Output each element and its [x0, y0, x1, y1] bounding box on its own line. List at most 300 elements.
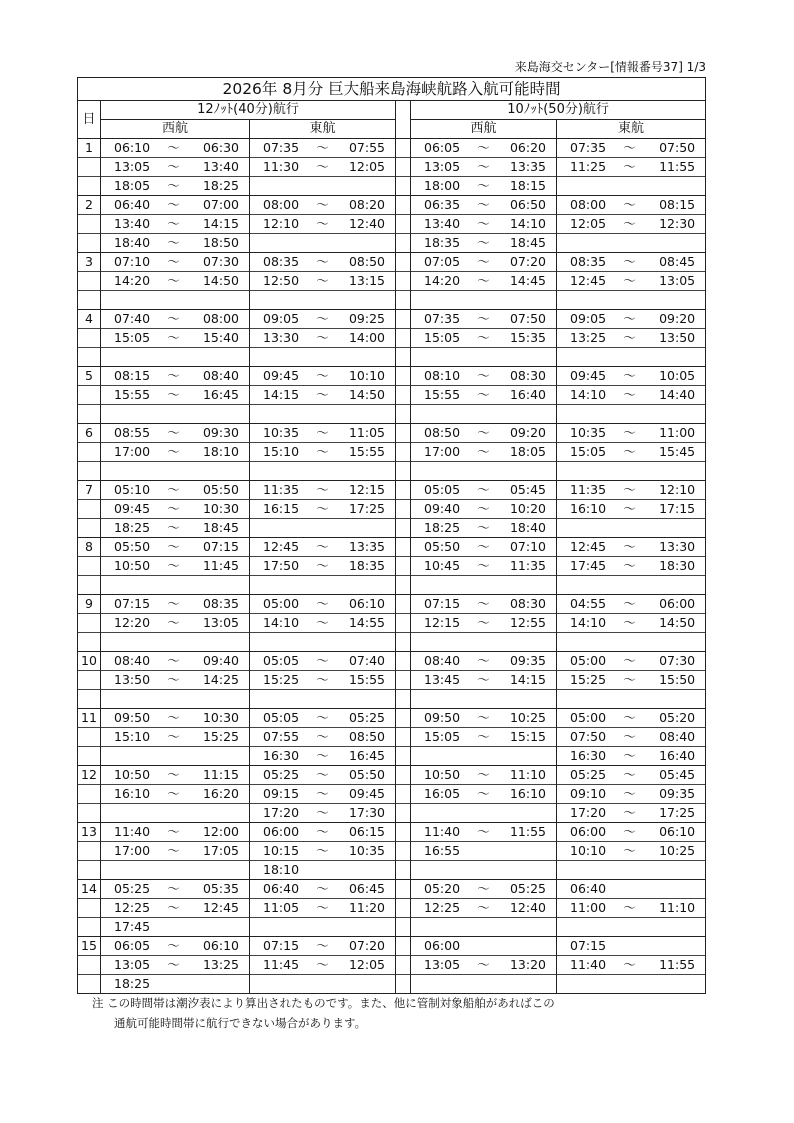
speed12-east-end-time: 14:00	[342, 329, 396, 348]
tilde-separator	[611, 177, 649, 196]
speed10-east-start-time	[557, 177, 611, 196]
speed10-east-start-time: 06:00	[557, 823, 611, 842]
tilde-separator	[611, 234, 649, 253]
speed10-east-end-time	[649, 576, 706, 595]
tilde-separator: ～	[304, 709, 342, 728]
speed10-west-end-time	[503, 747, 557, 766]
tilde-separator	[304, 348, 342, 367]
speed12-west-start-time: 17:45	[101, 918, 155, 937]
tilde-separator: ～	[155, 386, 193, 405]
tilde-separator: ～	[155, 196, 193, 215]
speed12-west-start-time	[101, 633, 155, 652]
speed10-east-start-time	[557, 234, 611, 253]
tilde-separator: ～	[304, 253, 342, 272]
column-gap	[396, 975, 411, 994]
speed10-west-start-time: 10:50	[411, 766, 465, 785]
speed10-west-end-time: 14:10	[503, 215, 557, 234]
tilde-separator	[304, 690, 342, 709]
column-gap	[396, 709, 411, 728]
speed12-west-start-time: 13:50	[101, 671, 155, 690]
speed10-west-start-time: 11:40	[411, 823, 465, 842]
speed12-east-start-time: 18:10	[250, 861, 304, 880]
day-cell	[78, 576, 101, 595]
tilde-separator: ～	[611, 614, 649, 633]
tilde-separator: ～	[155, 709, 193, 728]
speed12-west-start-time: 05:25	[101, 880, 155, 899]
tilde-separator: ～	[155, 614, 193, 633]
speed12-east-end-time: 17:25	[342, 500, 396, 519]
speed10-east-end-time: 17:25	[649, 804, 706, 823]
day-cell: 14	[78, 880, 101, 899]
table-row	[78, 500, 706, 519]
speed12-west-start-time: 17:00	[101, 443, 155, 462]
day-cell	[78, 690, 101, 709]
speed10-west-end-time: 15:35	[503, 329, 557, 348]
tilde-separator: ～	[465, 557, 503, 576]
speed10-west-start-time: 09:50	[411, 709, 465, 728]
tilde-separator: ～	[304, 842, 342, 861]
speed10-east-end-time: 08:45	[649, 253, 706, 272]
tilde-separator: ～	[611, 367, 649, 386]
tilde-separator: ～	[465, 158, 503, 177]
speed12-east-end-time: 15:55	[342, 671, 396, 690]
speed10-west-end-time: 07:10	[503, 538, 557, 557]
day-cell	[78, 671, 101, 690]
speed10-east-end-time: 13:05	[649, 272, 706, 291]
column-gap	[396, 386, 411, 405]
speed10-west-end-time: 07:50	[503, 310, 557, 329]
day-cell	[78, 899, 101, 918]
tilde-separator: ～	[611, 709, 649, 728]
speed12-west-start-time: 13:05	[101, 956, 155, 975]
speed10-east-end-time	[649, 861, 706, 880]
speed12-east-start-time: 05:05	[250, 709, 304, 728]
day-cell: 15	[78, 937, 101, 956]
tilde-separator: ～	[304, 367, 342, 386]
tilde-separator	[155, 348, 193, 367]
column-gap	[396, 101, 411, 139]
speed12-west-end-time: 06:10	[193, 937, 250, 956]
speed10-west-start-time: 17:00	[411, 443, 465, 462]
speed10-east-end-time	[649, 348, 706, 367]
note-line-2: 通航可能時間帯に航行できない場合があります。	[114, 1016, 367, 1030]
speed10-west-end-time: 10:20	[503, 500, 557, 519]
speed10-east-end-time	[649, 918, 706, 937]
tilde-separator: ～	[465, 538, 503, 557]
speed10-west-end-time: 14:45	[503, 272, 557, 291]
speed10-west-end-time	[503, 576, 557, 595]
speed10-east-start-time	[557, 918, 611, 937]
day-header: 日	[78, 101, 101, 139]
tilde-separator: ～	[304, 747, 342, 766]
tilde-separator	[611, 519, 649, 538]
speed12-east-end-time: 14:55	[342, 614, 396, 633]
tilde-separator: ～	[304, 804, 342, 823]
speed12-west-start-time: 05:10	[101, 481, 155, 500]
day-cell	[78, 842, 101, 861]
speed12-west-end-time: 06:30	[193, 139, 250, 158]
speed12-east-end-time	[342, 348, 396, 367]
speed10-east-start-time: 11:40	[557, 956, 611, 975]
speed12-east-end-time	[342, 177, 396, 196]
tilde-separator: ～	[465, 196, 503, 215]
speed10-east-start-time	[557, 975, 611, 994]
speed10-west-start-time: 06:00	[411, 937, 465, 956]
speed10-west-start-time: 09:40	[411, 500, 465, 519]
speed12-west-start-time	[101, 576, 155, 595]
speed12-west-end-time: 13:25	[193, 956, 250, 975]
tilde-separator: ～	[304, 728, 342, 747]
speed10-east-end-time	[649, 975, 706, 994]
tilde-separator: ～	[155, 272, 193, 291]
tilde-separator: ～	[155, 842, 193, 861]
speed12-west-end-time: 05:35	[193, 880, 250, 899]
table-row	[78, 139, 706, 158]
table-row	[78, 405, 706, 424]
table-row	[78, 158, 706, 177]
day-cell: 2	[78, 196, 101, 215]
tilde-separator: ～	[155, 253, 193, 272]
tilde-separator	[465, 690, 503, 709]
tilde-separator: ～	[611, 500, 649, 519]
speed10-east-end-time: 10:25	[649, 842, 706, 861]
speed12-east-start-time	[250, 462, 304, 481]
speed10-east-end-time: 15:50	[649, 671, 706, 690]
speed10-west-end-time: 18:40	[503, 519, 557, 538]
speed10-east-start-time	[557, 348, 611, 367]
speed12-west-start-time: 12:25	[101, 899, 155, 918]
speed10-west-end-time	[503, 842, 557, 861]
tilde-separator: ～	[465, 139, 503, 158]
speed10-west-start-time: 06:05	[411, 139, 465, 158]
tilde-separator: ～	[465, 671, 503, 690]
speed12-west-end-time: 08:40	[193, 367, 250, 386]
speed12-east-start-time: 09:05	[250, 310, 304, 329]
speed10-west-start-time	[411, 462, 465, 481]
speed10-east-end-time: 12:10	[649, 481, 706, 500]
column-gap	[396, 595, 411, 614]
speed12-west-start-time: 18:25	[101, 519, 155, 538]
tilde-separator: ～	[611, 899, 649, 918]
speed12-east-start-time: 11:35	[250, 481, 304, 500]
speed10-west-start-time: 13:45	[411, 671, 465, 690]
speed12-west-start-time: 07:15	[101, 595, 155, 614]
table-row	[78, 234, 706, 253]
tilde-separator	[155, 462, 193, 481]
speed12-east-end-time: 08:50	[342, 728, 396, 747]
tilde-separator: ～	[611, 139, 649, 158]
day-cell: 13	[78, 823, 101, 842]
speed12-west-end-time	[193, 918, 250, 937]
tilde-separator	[465, 804, 503, 823]
column-gap	[396, 519, 411, 538]
speed10-west-end-time	[503, 462, 557, 481]
day-cell	[78, 291, 101, 310]
speed10-east-end-time: 15:45	[649, 443, 706, 462]
speed10-east-end-time: 11:55	[649, 956, 706, 975]
speed12-west-end-time: 12:00	[193, 823, 250, 842]
speed12-east-end-time	[342, 861, 396, 880]
speed10-west-start-time: 05:05	[411, 481, 465, 500]
speed12-west-start-time	[101, 804, 155, 823]
speed10-east-start-time: 09:10	[557, 785, 611, 804]
speed10-east-end-time: 09:20	[649, 310, 706, 329]
speed12-west-end-time: 14:50	[193, 272, 250, 291]
tilde-separator: ～	[304, 139, 342, 158]
speed12-east-start-time: 05:05	[250, 652, 304, 671]
speed10-west-end-time	[503, 405, 557, 424]
speed10-west-end-time: 09:20	[503, 424, 557, 443]
table-row	[78, 443, 706, 462]
speed10-east-start-time: 05:25	[557, 766, 611, 785]
tilde-separator: ～	[304, 956, 342, 975]
speed10-west-end-time	[503, 918, 557, 937]
speed10-west-start-time: 10:45	[411, 557, 465, 576]
tilde-separator: ～	[611, 158, 649, 177]
tilde-separator: ～	[304, 215, 342, 234]
speed10-east-start-time: 12:45	[557, 272, 611, 291]
table-row	[78, 348, 706, 367]
tilde-separator	[611, 462, 649, 481]
day-cell	[78, 272, 101, 291]
speed12-west-start-time: 08:40	[101, 652, 155, 671]
tilde-separator	[155, 291, 193, 310]
speed12-east-start-time	[250, 975, 304, 994]
speed12-east-end-time	[342, 918, 396, 937]
speed12-east-end-time: 12:05	[342, 158, 396, 177]
tilde-separator	[611, 975, 649, 994]
speed12-west-end-time: 15:25	[193, 728, 250, 747]
tilde-separator: ～	[611, 196, 649, 215]
speed-12-header: 12ﾉｯﾄ(40分)航行	[101, 101, 396, 120]
speed10-east-end-time	[649, 291, 706, 310]
tilde-separator: ～	[465, 234, 503, 253]
speed12-west-start-time: 11:40	[101, 823, 155, 842]
speed10-west-end-time: 06:20	[503, 139, 557, 158]
tilde-separator: ～	[304, 443, 342, 462]
tilde-separator: ～	[465, 481, 503, 500]
tilde-separator: ～	[611, 728, 649, 747]
tilde-separator: ～	[155, 329, 193, 348]
table-row	[78, 272, 706, 291]
speed10-west-start-time	[411, 291, 465, 310]
tilde-separator	[611, 690, 649, 709]
speed10-west-start-time: 16:05	[411, 785, 465, 804]
table-row	[78, 785, 706, 804]
speed12-west-end-time: 08:35	[193, 595, 250, 614]
tilde-separator: ～	[611, 652, 649, 671]
speed10-east-start-time	[557, 633, 611, 652]
speed12-west-start-time: 13:40	[101, 215, 155, 234]
speed12-east-start-time: 09:45	[250, 367, 304, 386]
day-cell	[78, 804, 101, 823]
speed10-east-end-time: 12:30	[649, 215, 706, 234]
speed10-east-start-time: 06:40	[557, 880, 611, 899]
speed12-east-start-time: 12:50	[250, 272, 304, 291]
tilde-separator: ～	[155, 785, 193, 804]
column-gap	[396, 139, 411, 158]
speed10-east-start-time	[557, 405, 611, 424]
tilde-separator	[611, 633, 649, 652]
tilde-separator	[465, 576, 503, 595]
speed12-east-start-time	[250, 690, 304, 709]
speed10-east-end-time: 13:30	[649, 538, 706, 557]
speed12-west-end-time: 07:30	[193, 253, 250, 272]
tilde-separator: ～	[465, 424, 503, 443]
tilde-separator: ～	[611, 329, 649, 348]
speed12-west-start-time: 15:10	[101, 728, 155, 747]
speed12-east-start-time: 06:00	[250, 823, 304, 842]
speed12-east-end-time: 08:20	[342, 196, 396, 215]
speed12-east-start-time: 15:25	[250, 671, 304, 690]
speed12-west-start-time: 06:10	[101, 139, 155, 158]
tilde-separator: ～	[304, 196, 342, 215]
speed10-east-end-time: 05:45	[649, 766, 706, 785]
column-gap	[396, 956, 411, 975]
speed10-east-end-time	[649, 633, 706, 652]
speed10-east-end-time: 16:40	[649, 747, 706, 766]
speed12-east-end-time: 10:35	[342, 842, 396, 861]
tilde-separator: ～	[155, 158, 193, 177]
tilde-separator: ～	[304, 386, 342, 405]
column-gap	[396, 348, 411, 367]
tilde-separator: ～	[465, 386, 503, 405]
speed12-east-end-time	[342, 291, 396, 310]
speed10-east-start-time: 10:35	[557, 424, 611, 443]
speed12-west-start-time	[101, 291, 155, 310]
speed12-east-end-time: 05:50	[342, 766, 396, 785]
speed12-east-end-time: 10:10	[342, 367, 396, 386]
tilde-separator: ～	[465, 367, 503, 386]
speed12-east-start-time: 08:00	[250, 196, 304, 215]
speed10-east-end-time: 06:10	[649, 823, 706, 842]
day-cell	[78, 557, 101, 576]
speed10-east-start-time	[557, 690, 611, 709]
speed10-east-end-time	[649, 937, 706, 956]
tilde-separator: ～	[304, 310, 342, 329]
column-gap	[396, 861, 411, 880]
speed10-west-end-time	[503, 348, 557, 367]
tilde-separator	[155, 918, 193, 937]
column-gap	[396, 804, 411, 823]
speed10-east-start-time	[557, 519, 611, 538]
table-row	[78, 424, 706, 443]
speed12-east-end-time	[342, 234, 396, 253]
tilde-separator: ～	[304, 158, 342, 177]
speed12-west-end-time: 12:45	[193, 899, 250, 918]
speed10-east-end-time	[649, 690, 706, 709]
column-gap	[396, 747, 411, 766]
speed10-west-start-time: 05:50	[411, 538, 465, 557]
speed12-west-end-time: 13:40	[193, 158, 250, 177]
speed10-east-start-time: 13:25	[557, 329, 611, 348]
speed10-west-start-time: 13:40	[411, 215, 465, 234]
day-cell: 4	[78, 310, 101, 329]
speed12-west-end-time: 08:00	[193, 310, 250, 329]
tilde-separator	[611, 880, 649, 899]
speed12-west-end-time: 09:30	[193, 424, 250, 443]
tilde-separator: ～	[155, 481, 193, 500]
speed12-west-start-time: 12:20	[101, 614, 155, 633]
speed10-west-start-time: 07:05	[411, 253, 465, 272]
tilde-separator: ～	[304, 937, 342, 956]
speed12-west-end-time: 11:45	[193, 557, 250, 576]
speed10-west-end-time: 08:30	[503, 595, 557, 614]
speed10-west-start-time: 08:50	[411, 424, 465, 443]
speed12-east-end-time	[342, 633, 396, 652]
speed10-west-end-time: 06:50	[503, 196, 557, 215]
speed12-west-start-time	[101, 348, 155, 367]
speed12-west-end-time: 18:50	[193, 234, 250, 253]
tilde-separator: ～	[304, 272, 342, 291]
speed10-east-start-time	[557, 576, 611, 595]
day-cell: 10	[78, 652, 101, 671]
speed12-west-start-time: 18:05	[101, 177, 155, 196]
tilde-separator: ～	[611, 823, 649, 842]
speed10-east-end-time: 18:30	[649, 557, 706, 576]
speed10-west-start-time: 12:15	[411, 614, 465, 633]
tilde-separator: ～	[304, 500, 342, 519]
speed10-east-start-time: 11:35	[557, 481, 611, 500]
speed10-east-end-time: 11:10	[649, 899, 706, 918]
speed10-east-start-time: 07:15	[557, 937, 611, 956]
tilde-separator	[155, 576, 193, 595]
day-cell	[78, 747, 101, 766]
tilde-separator	[465, 747, 503, 766]
speed10-west-end-time: 12:40	[503, 899, 557, 918]
speed12-east-start-time	[250, 291, 304, 310]
tilde-separator: ～	[465, 177, 503, 196]
speed10-west-end-time: 18:05	[503, 443, 557, 462]
speed12-west-start-time: 08:15	[101, 367, 155, 386]
tilde-separator: ～	[155, 177, 193, 196]
speed10-west-end-time: 18:15	[503, 177, 557, 196]
column-gap	[396, 671, 411, 690]
speed10-east-start-time: 11:00	[557, 899, 611, 918]
speed12-west-end-time	[193, 462, 250, 481]
speed12-west-start-time: 13:05	[101, 158, 155, 177]
speed10-west-end-time	[503, 291, 557, 310]
tilde-separator	[611, 291, 649, 310]
speed12-east-start-time: 10:15	[250, 842, 304, 861]
tilde-separator: ～	[304, 671, 342, 690]
speed12-east-start-time: 12:10	[250, 215, 304, 234]
speed10-west-start-time: 08:40	[411, 652, 465, 671]
speed12-west-end-time: 13:05	[193, 614, 250, 633]
column-gap	[396, 272, 411, 291]
tilde-separator: ～	[465, 652, 503, 671]
column-gap	[396, 462, 411, 481]
tilde-separator: ～	[465, 728, 503, 747]
tilde-separator: ～	[155, 234, 193, 253]
table-row	[78, 367, 706, 386]
speed10-west-start-time	[411, 975, 465, 994]
tilde-separator: ～	[155, 595, 193, 614]
speed-10-east-header: 東航	[557, 120, 706, 139]
table-row	[78, 291, 706, 310]
speed12-west-end-time: 07:00	[193, 196, 250, 215]
speed12-west-start-time: 16:10	[101, 785, 155, 804]
tilde-separator	[465, 405, 503, 424]
tilde-separator	[611, 861, 649, 880]
speed10-east-start-time: 17:45	[557, 557, 611, 576]
speed12-east-end-time: 06:10	[342, 595, 396, 614]
table-row	[78, 709, 706, 728]
tilde-separator: ～	[611, 310, 649, 329]
tilde-separator: ～	[304, 424, 342, 443]
tilde-separator	[465, 633, 503, 652]
speed10-east-start-time: 15:05	[557, 443, 611, 462]
